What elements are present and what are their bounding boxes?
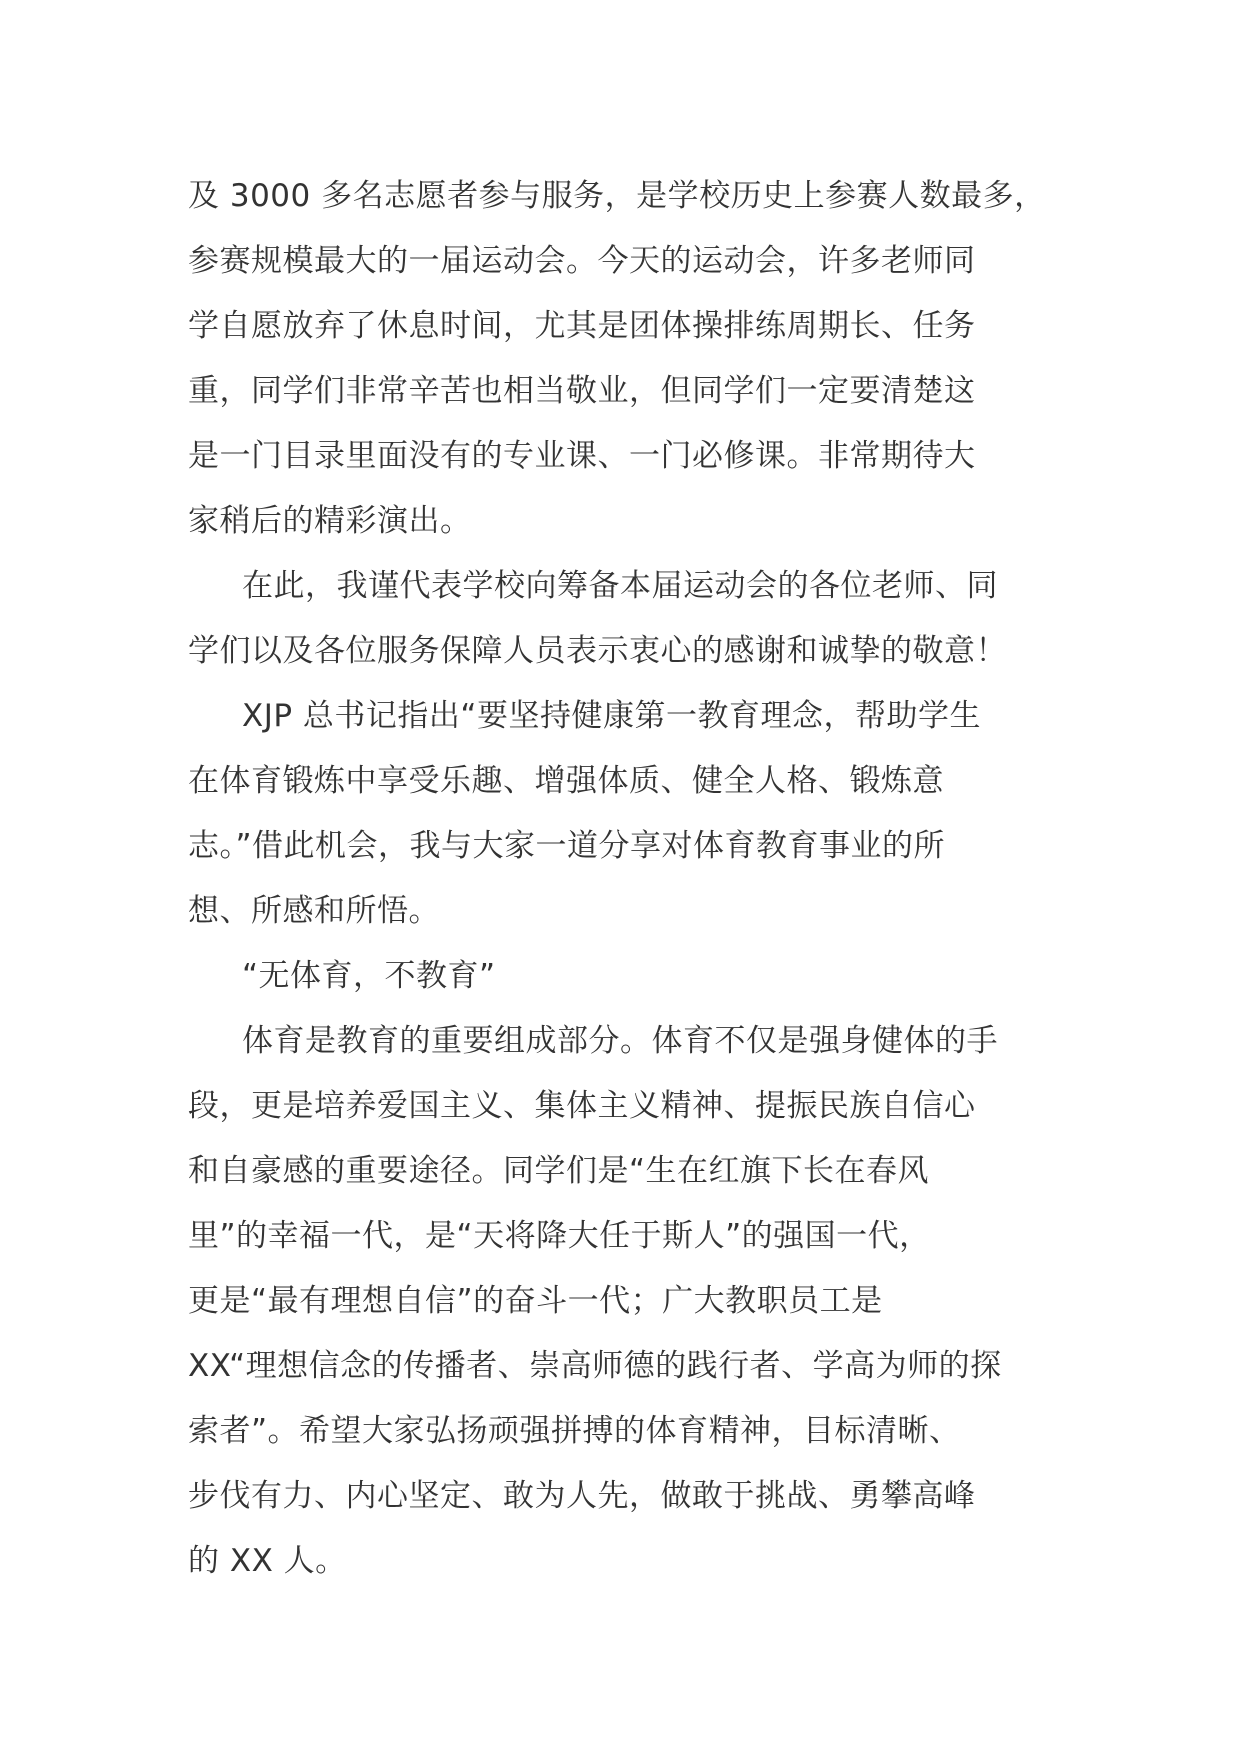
- text-line: 重，同学们非常辛苦也相当敬业，但同学们一定要清楚这: [188, 373, 976, 409]
- text-line: 家稍后的精彩演出。: [188, 503, 472, 539]
- text-line: 志。”借此机会，我与大家一道分享对体育教育事业的所: [188, 828, 946, 864]
- text-line: 是一门目录里面没有的专业课、一门必修课。非常期待大: [188, 438, 976, 474]
- text-line: 和自豪感的重要途径。同学们是“生在红旗下长在春风: [188, 1153, 930, 1189]
- paragraph-start-line: 体育是教育的重要组成部分。体育不仅是强身健体的手: [242, 1023, 998, 1059]
- text-line: 参赛规模最大的一届运动会。今天的运动会，许多老师同: [188, 243, 976, 279]
- text-line: XX“理想信念的传播者、崇高师德的践行者、学高为师的探: [188, 1348, 1002, 1384]
- text-line: 步伐有力、内心坚定、敢为人先，做敢于挑战、勇攀高峰: [188, 1478, 976, 1514]
- paragraph-start-line: 在此，我谨代表学校向筹备本届运动会的各位老师、同: [242, 568, 998, 604]
- text-line: 及 3000 多名志愿者参与服务，是学校历史上参赛人数最多，: [188, 178, 1046, 214]
- text-line: 段，更是培养爱国主义、集体主义精神、提振民族自信心: [188, 1088, 976, 1124]
- text-line: 想、所感和所悟。: [188, 893, 440, 929]
- document-page: [188, 164, 1088, 1594]
- text-line: 里”的幸福一代，是“天将降大任于斯人”的强国一代，: [188, 1218, 931, 1254]
- text-line: 更是“最有理想自信”的奋斗一代；广大教职员工是: [188, 1283, 883, 1319]
- text-line: 索者”。希望大家弘扬顽强拼搏的体育精神，目标清晰、: [188, 1413, 961, 1449]
- text-line: 学们以及各位服务保障人员表示衷心的感谢和诚挚的敬意！: [188, 633, 1007, 669]
- text-line: 学自愿放弃了休息时间，尤其是团体操排练周期长、任务: [188, 308, 976, 344]
- paragraph-start-line: XJP 总书记指出“要坚持健康第一教育理念，帮助学生: [242, 698, 981, 734]
- text-line: 的 XX 人。: [188, 1543, 347, 1579]
- text-line: 在体育锻炼中享受乐趣、增强体质、健全人格、锻炼意: [188, 763, 944, 799]
- section-heading: “无体育，不教育”: [242, 958, 496, 994]
